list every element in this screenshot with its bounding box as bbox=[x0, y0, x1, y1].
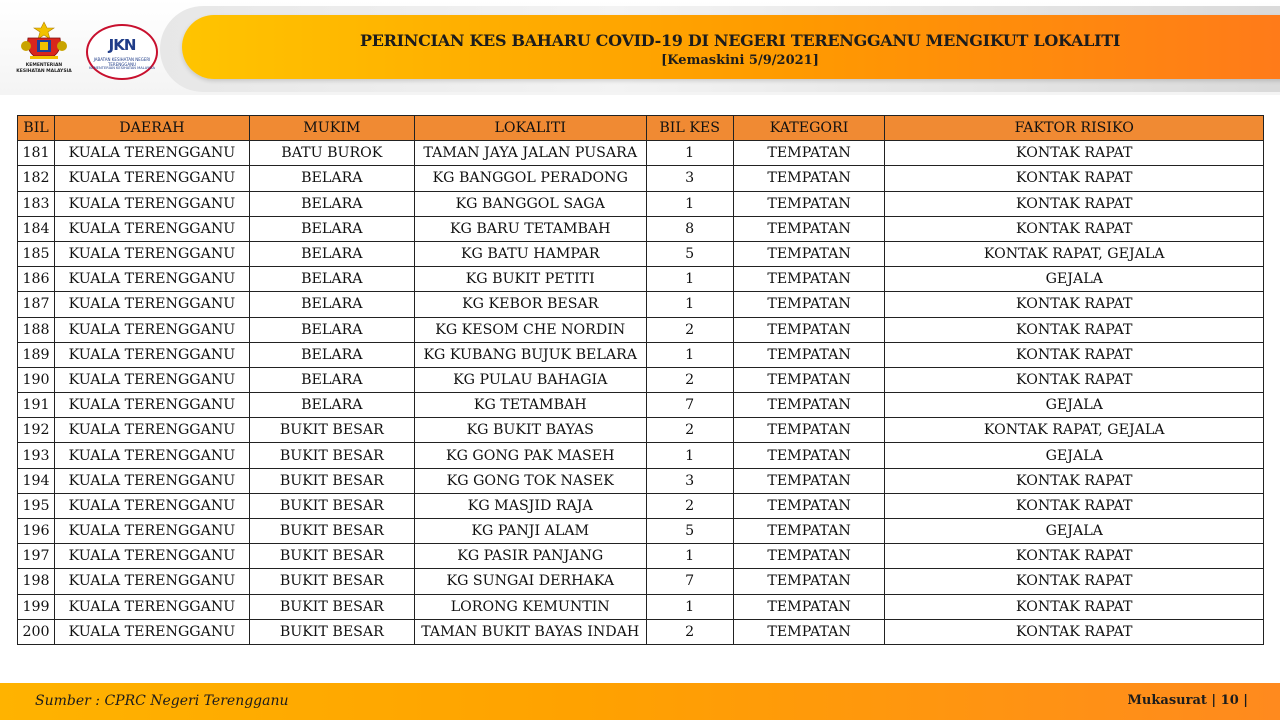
page-title: PERINCIAN KES BAHARU COVID-19 DI NEGERI TERENGGANU MENGIKUT LOKALITI bbox=[359, 31, 1120, 50]
table-cell-lokaliti: KG GONG TOK NASEK bbox=[414, 468, 646, 493]
table-cell-faktor-risiko: KONTAK RAPAT bbox=[885, 141, 1264, 166]
jkn-logo-text: JKN bbox=[108, 36, 136, 54]
table-cell-bil: 193 bbox=[18, 443, 55, 468]
column-header-mukim: MUKIM bbox=[249, 116, 414, 141]
table-cell-bil-kes: 7 bbox=[646, 393, 733, 418]
table-cell-bil: 191 bbox=[18, 393, 55, 418]
column-header-kategori: KATEGORI bbox=[733, 116, 885, 141]
table-cell-faktor-risiko: KONTAK RAPAT bbox=[885, 317, 1264, 342]
table-cell-bil: 188 bbox=[18, 317, 55, 342]
table-cell-faktor-risiko: GEJALA bbox=[885, 443, 1264, 468]
table-cell-bil: 190 bbox=[18, 367, 55, 392]
table-cell-bil-kes: 1 bbox=[646, 443, 733, 468]
table-row bbox=[18, 594, 1264, 619]
table-cell-bil: 199 bbox=[18, 594, 55, 619]
table-cell-lokaliti: KG BUKIT PETITI bbox=[414, 267, 646, 292]
table-cell-daerah: KUALA TERENGGANU bbox=[54, 141, 249, 166]
table-cell-bil-kes: 1 bbox=[646, 342, 733, 367]
table-cell-bil-kes: 2 bbox=[646, 418, 733, 443]
table-cell-mukim: BELARA bbox=[249, 367, 414, 392]
table-cell-daerah: KUALA TERENGGANU bbox=[54, 544, 249, 569]
table-cell-bil: 192 bbox=[18, 418, 55, 443]
table-cell-daerah: KUALA TERENGGANU bbox=[54, 443, 249, 468]
page-number: Mukasurat | 10 | bbox=[1127, 693, 1248, 708]
table-cell-lokaliti: KG PANJI ALAM bbox=[414, 519, 646, 544]
column-header-lokaliti: LOKALITI bbox=[414, 116, 646, 141]
table-cell-faktor-risiko: GEJALA bbox=[885, 267, 1264, 292]
table-cell-kategori: TEMPATAN bbox=[733, 141, 885, 166]
table-cell-mukim: BUKIT BESAR bbox=[249, 468, 414, 493]
table-cell-daerah: KUALA TERENGGANU bbox=[54, 418, 249, 443]
table-cell-bil: 187 bbox=[18, 292, 55, 317]
table-cell-lokaliti: KG BARU TETAMBAH bbox=[414, 216, 646, 241]
table-cell-bil: 194 bbox=[18, 468, 55, 493]
table-row bbox=[18, 267, 1264, 292]
table-cell-bil-kes: 1 bbox=[646, 267, 733, 292]
table-cell-daerah: KUALA TERENGGANU bbox=[54, 393, 249, 418]
jkn-logo-icon bbox=[86, 24, 158, 80]
table-cell-bil: 200 bbox=[18, 619, 55, 644]
table-cell-mukim: BELARA bbox=[249, 241, 414, 266]
table-cell-mukim: BELARA bbox=[249, 267, 414, 292]
table-row bbox=[18, 141, 1264, 166]
table-cell-faktor-risiko: KONTAK RAPAT bbox=[885, 619, 1264, 644]
table-cell-mukim: BELARA bbox=[249, 393, 414, 418]
table-cell-mukim: BELARA bbox=[249, 216, 414, 241]
table-body bbox=[18, 141, 1264, 645]
table-cell-bil-kes: 2 bbox=[646, 317, 733, 342]
table-cell-lokaliti: KG MASJID RAJA bbox=[414, 493, 646, 518]
table-cell-kategori: TEMPATAN bbox=[733, 619, 885, 644]
table-cell-bil-kes: 1 bbox=[646, 544, 733, 569]
table-cell-bil-kes: 2 bbox=[646, 493, 733, 518]
table-cell-bil-kes: 1 bbox=[646, 292, 733, 317]
table-cell-lokaliti: KG GONG PAK MASEH bbox=[414, 443, 646, 468]
table-header-row bbox=[18, 116, 1264, 141]
table-cell-bil-kes: 2 bbox=[646, 619, 733, 644]
table-cell-bil: 182 bbox=[18, 166, 55, 191]
table-cell-mukim: BELARA bbox=[249, 317, 414, 342]
table-cell-kategori: TEMPATAN bbox=[733, 191, 885, 216]
table-row bbox=[18, 544, 1264, 569]
table-cell-faktor-risiko: KONTAK RAPAT, GEJALA bbox=[885, 241, 1264, 266]
table-row bbox=[18, 166, 1264, 191]
table-cell-bil-kes: 3 bbox=[646, 166, 733, 191]
table-cell-bil-kes: 1 bbox=[646, 594, 733, 619]
table-cell-faktor-risiko: KONTAK RAPAT bbox=[885, 292, 1264, 317]
table-cell-faktor-risiko: KONTAK RAPAT bbox=[885, 342, 1264, 367]
table-cell-kategori: TEMPATAN bbox=[733, 443, 885, 468]
table-cell-mukim: BELARA bbox=[249, 292, 414, 317]
table-cell-daerah: KUALA TERENGGANU bbox=[54, 569, 249, 594]
table-row bbox=[18, 317, 1264, 342]
table-cell-faktor-risiko: KONTAK RAPAT bbox=[885, 166, 1264, 191]
table-cell-kategori: TEMPATAN bbox=[733, 292, 885, 317]
table-cell-lokaliti: KG PASIR PANJANG bbox=[414, 544, 646, 569]
table-row bbox=[18, 519, 1264, 544]
table-cell-mukim: BUKIT BESAR bbox=[249, 619, 414, 644]
table-cell-daerah: KUALA TERENGGANU bbox=[54, 594, 249, 619]
table-cell-bil: 185 bbox=[18, 241, 55, 266]
table-cell-faktor-risiko: KONTAK RAPAT bbox=[885, 468, 1264, 493]
table-cell-bil: 183 bbox=[18, 191, 55, 216]
table-cell-kategori: TEMPATAN bbox=[733, 342, 885, 367]
table-cell-bil: 184 bbox=[18, 216, 55, 241]
table-row bbox=[18, 367, 1264, 392]
table-cell-lokaliti: KG BUKIT BAYAS bbox=[414, 418, 646, 443]
table-cell-lokaliti: KG TETAMBAH bbox=[414, 393, 646, 418]
source-note: Sumber : CPRC Negeri Terengganu bbox=[35, 693, 289, 709]
table-cell-mukim: BELARA bbox=[249, 342, 414, 367]
table-cell-mukim: BATU BUROK bbox=[249, 141, 414, 166]
table-cell-lokaliti: KG SUNGAI DERHAKA bbox=[414, 569, 646, 594]
table-cell-bil: 198 bbox=[18, 569, 55, 594]
table-cell-bil-kes: 5 bbox=[646, 241, 733, 266]
table-cell-kategori: TEMPATAN bbox=[733, 544, 885, 569]
table-cell-lokaliti: KG BATU HAMPAR bbox=[414, 241, 646, 266]
table-row bbox=[18, 619, 1264, 644]
table-cell-faktor-risiko: GEJALA bbox=[885, 393, 1264, 418]
table-cell-lokaliti: TAMAN BUKIT BAYAS INDAH bbox=[414, 619, 646, 644]
table-cell-lokaliti: TAMAN JAYA JALAN PUSARA bbox=[414, 141, 646, 166]
table-cell-daerah: KUALA TERENGGANU bbox=[54, 367, 249, 392]
table-cell-lokaliti: KG KESOM CHE NORDIN bbox=[414, 317, 646, 342]
table-row bbox=[18, 191, 1264, 216]
table-row bbox=[18, 342, 1264, 367]
jkn-logo-subtext: JABATAN KESIHATAN NEGERI TERENGGANU bbox=[93, 57, 151, 67]
table-cell-daerah: KUALA TERENGGANU bbox=[54, 619, 249, 644]
table-cell-bil-kes: 1 bbox=[646, 191, 733, 216]
table-cell-bil: 197 bbox=[18, 544, 55, 569]
table-cell-lokaliti: KG KEBOR BESAR bbox=[414, 292, 646, 317]
table-cell-daerah: KUALA TERENGGANU bbox=[54, 216, 249, 241]
table-cell-kategori: TEMPATAN bbox=[733, 468, 885, 493]
table-cell-kategori: TEMPATAN bbox=[733, 241, 885, 266]
table-cell-mukim: BUKIT BESAR bbox=[249, 519, 414, 544]
table-cell-bil-kes: 5 bbox=[646, 519, 733, 544]
table-cell-mukim: BUKIT BESAR bbox=[249, 594, 414, 619]
table-cell-kategori: TEMPATAN bbox=[733, 267, 885, 292]
table-cell-bil-kes: 3 bbox=[646, 468, 733, 493]
table-cell-kategori: TEMPATAN bbox=[733, 393, 885, 418]
table-cell-bil-kes: 8 bbox=[646, 216, 733, 241]
table-cell-faktor-risiko: KONTAK RAPAT bbox=[885, 493, 1264, 518]
table-row bbox=[18, 292, 1264, 317]
moh-caption: KEMENTERIAN KESIHATAN MALAYSIA bbox=[16, 63, 72, 74]
table-cell-mukim: BUKIT BESAR bbox=[249, 418, 414, 443]
column-header-daerah: DAERAH bbox=[54, 116, 249, 141]
update-date: [Kemaskini 5/9/2021] bbox=[661, 53, 819, 68]
cases-table bbox=[17, 115, 1264, 645]
table-cell-daerah: KUALA TERENGGANU bbox=[54, 241, 249, 266]
table-cell-faktor-risiko: KONTAK RAPAT bbox=[885, 544, 1264, 569]
table-cell-lokaliti: KG BANGGOL SAGA bbox=[414, 191, 646, 216]
table-cell-mukim: BUKIT BESAR bbox=[249, 544, 414, 569]
table-row bbox=[18, 569, 1264, 594]
table-cell-daerah: KUALA TERENGGANU bbox=[54, 292, 249, 317]
table-cell-mukim: BUKIT BESAR bbox=[249, 493, 414, 518]
column-header-bil-kes: BIL KES bbox=[646, 116, 733, 141]
table-cell-kategori: TEMPATAN bbox=[733, 594, 885, 619]
table-cell-mukim: BELARA bbox=[249, 191, 414, 216]
table-cell-mukim: BELARA bbox=[249, 166, 414, 191]
table-cell-bil-kes: 2 bbox=[646, 367, 733, 392]
table-cell-faktor-risiko: KONTAK RAPAT, GEJALA bbox=[885, 418, 1264, 443]
table-cell-faktor-risiko: GEJALA bbox=[885, 519, 1264, 544]
table-cell-kategori: TEMPATAN bbox=[733, 493, 885, 518]
table-cell-faktor-risiko: KONTAK RAPAT bbox=[885, 569, 1264, 594]
table-cell-kategori: TEMPATAN bbox=[733, 367, 885, 392]
table-row bbox=[18, 418, 1264, 443]
table-row bbox=[18, 216, 1264, 241]
table-cell-bil: 195 bbox=[18, 493, 55, 518]
table-row bbox=[18, 468, 1264, 493]
table-cell-daerah: KUALA TERENGGANU bbox=[54, 317, 249, 342]
table-row bbox=[18, 393, 1264, 418]
table-cell-faktor-risiko: KONTAK RAPAT bbox=[885, 594, 1264, 619]
table-cell-lokaliti: KG BANGGOL PERADONG bbox=[414, 166, 646, 191]
table-cell-lokaliti: KG PULAU BAHAGIA bbox=[414, 367, 646, 392]
table-cell-bil: 186 bbox=[18, 267, 55, 292]
table-cell-bil: 196 bbox=[18, 519, 55, 544]
jkn-logo-subtext-2: KEMENTERIAN KESIHATAN MALAYSIA bbox=[89, 66, 155, 70]
table-cell-bil: 181 bbox=[18, 141, 55, 166]
table-cell-kategori: TEMPATAN bbox=[733, 166, 885, 191]
column-header-faktor-risiko: FAKTOR RISIKO bbox=[885, 116, 1264, 141]
table-row bbox=[18, 241, 1264, 266]
table-cell-lokaliti: LORONG KEMUNTIN bbox=[414, 594, 646, 619]
table-cell-bil-kes: 7 bbox=[646, 569, 733, 594]
table-cell-kategori: TEMPATAN bbox=[733, 317, 885, 342]
table-row bbox=[18, 493, 1264, 518]
table-cell-daerah: KUALA TERENGGANU bbox=[54, 519, 249, 544]
table-cell-daerah: KUALA TERENGGANU bbox=[54, 267, 249, 292]
table-cell-faktor-risiko: KONTAK RAPAT bbox=[885, 216, 1264, 241]
table-cell-lokaliti: KG KUBANG BUJUK BELARA bbox=[414, 342, 646, 367]
table-cell-daerah: KUALA TERENGGANU bbox=[54, 342, 249, 367]
table-cell-kategori: TEMPATAN bbox=[733, 216, 885, 241]
table-cell-kategori: TEMPATAN bbox=[733, 569, 885, 594]
table-cell-kategori: TEMPATAN bbox=[733, 418, 885, 443]
table-cell-mukim: BUKIT BESAR bbox=[249, 443, 414, 468]
moh-crest-icon bbox=[20, 20, 68, 60]
table-cell-bil: 189 bbox=[18, 342, 55, 367]
column-header-bil: BIL bbox=[18, 116, 55, 141]
table-cell-daerah: KUALA TERENGGANU bbox=[54, 191, 249, 216]
table-cell-bil-kes: 1 bbox=[646, 141, 733, 166]
table-cell-daerah: KUALA TERENGGANU bbox=[54, 166, 249, 191]
table-cell-daerah: KUALA TERENGGANU bbox=[54, 493, 249, 518]
table-cell-faktor-risiko: KONTAK RAPAT bbox=[885, 367, 1264, 392]
table-cell-kategori: TEMPATAN bbox=[733, 519, 885, 544]
table-cell-mukim: BUKIT BESAR bbox=[249, 569, 414, 594]
moh-logo bbox=[12, 20, 76, 82]
table-cell-faktor-risiko: KONTAK RAPAT bbox=[885, 191, 1264, 216]
table-row bbox=[18, 443, 1264, 468]
table-cell-daerah: KUALA TERENGGANU bbox=[54, 468, 249, 493]
